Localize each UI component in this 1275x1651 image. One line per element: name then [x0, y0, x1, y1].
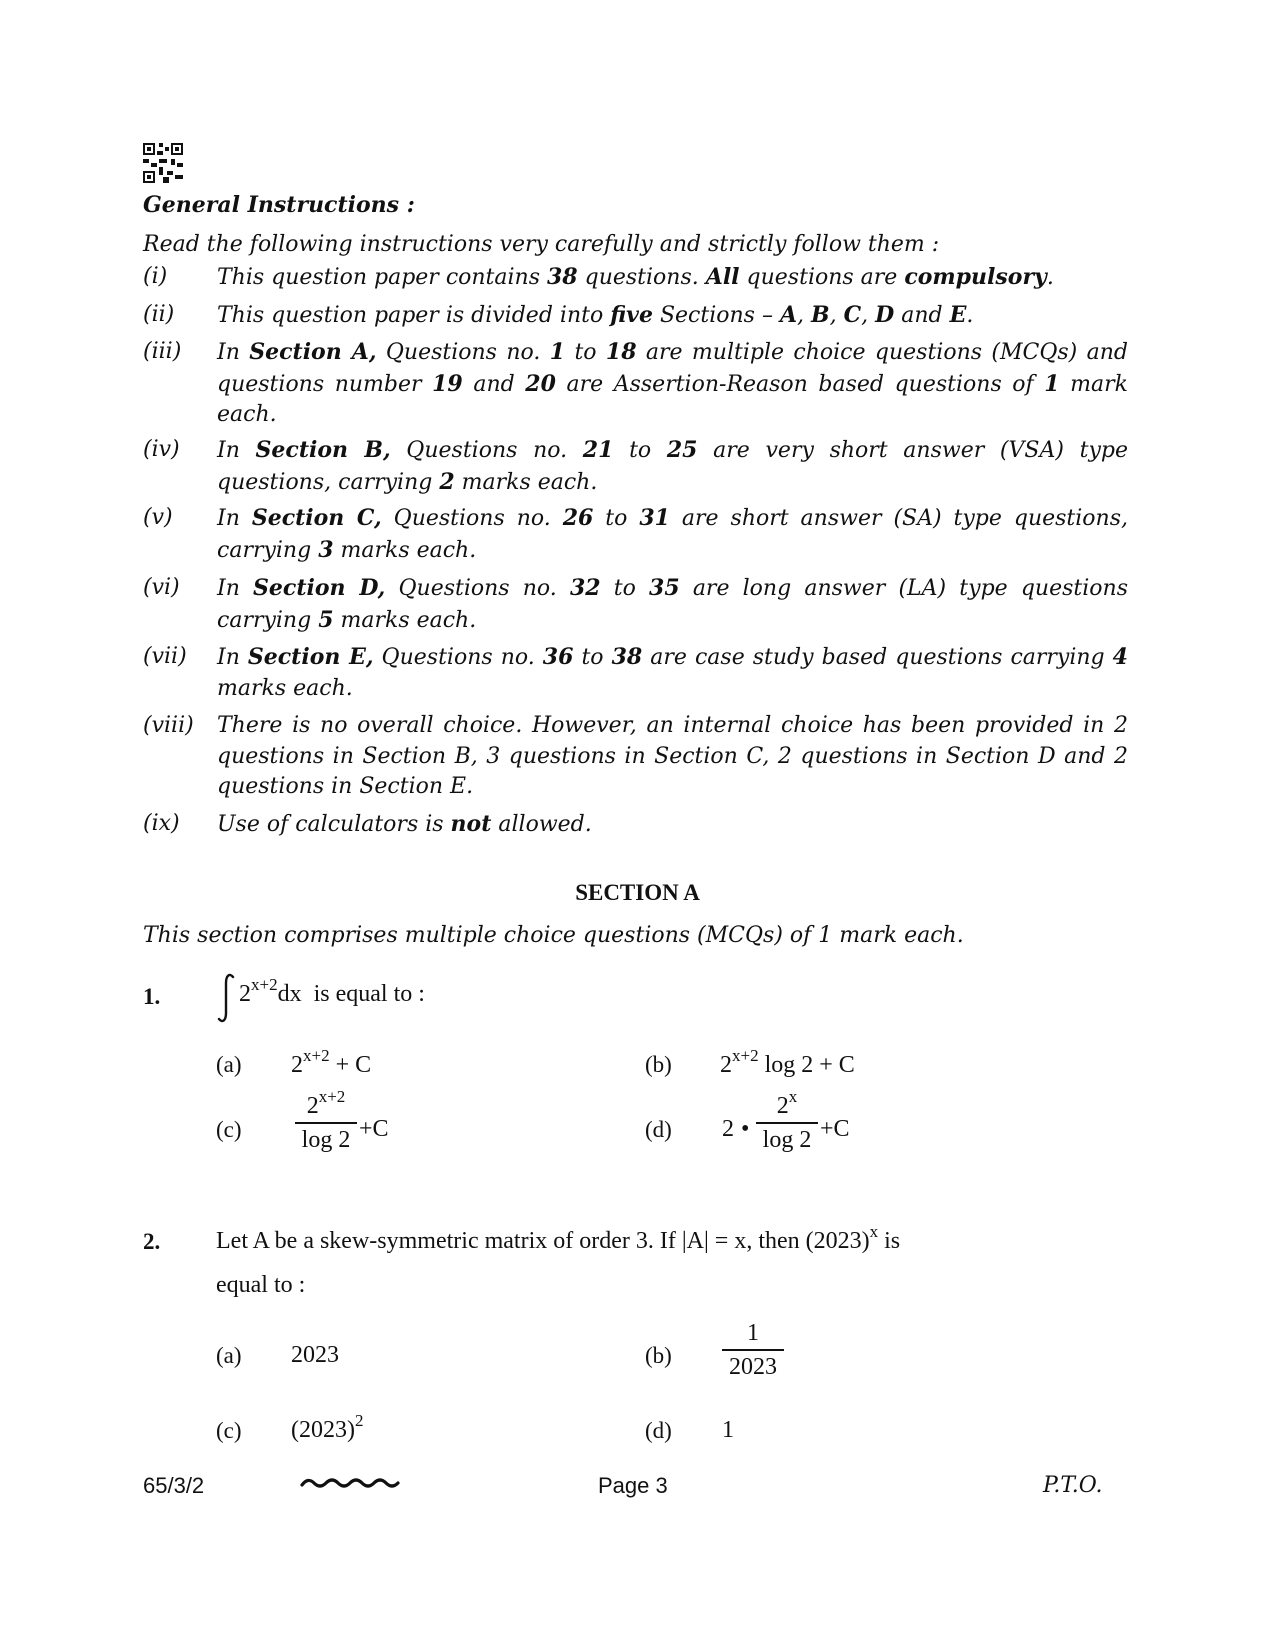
instruction-number: (iv) — [143, 437, 180, 462]
instruction-item: (ii) This question paper is divided into five Sections – A, B, C, D and E. — [143, 300, 1128, 332]
instruction-item: (iii) In Section A, Questions no. 1 to 18 are multiple choice questions (MCQs) and questions number 19 and 20 are Assertion-Reason based questions of 1 mark each. — [143, 339, 1128, 427]
qr-code-icon — [143, 143, 183, 183]
instruction-item: (iv) In Section B, Questions no. 21 to 25 are very short answer (VSA) type questions, carrying 2 marks each. — [143, 437, 1128, 495]
option-a-label: (a) — [216, 1343, 242, 1368]
option-c-text: $(2023)^2$ — [291, 1411, 364, 1443]
instruction-number: (vii) — [143, 644, 187, 669]
instruction-number: (viii) — [143, 713, 194, 738]
instruction-number: (i) — [143, 264, 168, 289]
instruction-number: (ix) — [143, 811, 180, 836]
option-c-label: (c) — [216, 1117, 242, 1142]
option-d-tail: +C — [820, 1116, 850, 1142]
question-number: 1. — [143, 984, 161, 1009]
question-1-expression: $2^{x+2}dx$ is equal to : — [239, 975, 425, 1007]
instruction-item: (vii) In Section E, Questions no. 36 to 38 are case study based questions carrying 4 marks each. — [143, 644, 1128, 701]
instructions-intro: Read the following instructions very carefully and strictly follow them : — [143, 232, 940, 257]
option-d-label: (d) — [645, 1117, 672, 1142]
wave-ornament-icon — [300, 1471, 400, 1495]
instructions-title: General Instructions : — [143, 192, 415, 218]
instruction-item: (vi) In Section D, Questions no. 32 to 35 are long answer (LA) type questions carrying 5 marks each. — [143, 575, 1128, 633]
option-d-label: (d) — [645, 1418, 672, 1443]
option-a-text: 2023 — [291, 1342, 339, 1368]
paper-code: 65/3/2 — [143, 1473, 205, 1498]
dot-operator-icon: • — [741, 1116, 750, 1142]
option-d-text: 1 — [722, 1417, 734, 1443]
option-d-fraction: 2$^x$ log 2 — [756, 1092, 818, 1154]
option-c-label: (c) — [216, 1418, 242, 1443]
integral-sign-icon — [217, 972, 237, 1024]
option-b-label: (b) — [645, 1343, 672, 1368]
pto-label: P.T.O. — [1043, 1473, 1103, 1498]
question-2-line-2: equal to : — [216, 1272, 306, 1298]
page-number: Page 3 — [598, 1473, 668, 1498]
option-b-label: (b) — [645, 1052, 672, 1077]
instruction-item: (i) This question paper contains 38 questions. All questions are compulsory. — [143, 262, 1128, 294]
question-number: 2. — [143, 1229, 161, 1254]
option-c-fraction: $2^{x+2}$ log 2 — [295, 1092, 357, 1154]
option-a-label: (a) — [216, 1052, 242, 1077]
instruction-item: (ix) Use of calculators is not allowed. — [143, 809, 1128, 841]
section-heading: SECTION A — [575, 880, 700, 905]
instruction-item: (viii) There is no overall choice. However, an internal choice has been provided in 2 questions in Section B, 3 questions in Section C, 2 questions in Section D and 2 questions in Section E. — [143, 713, 1128, 799]
option-b-text: $2^{x+2}$ log 2 + C — [720, 1046, 855, 1078]
option-d-coefficient: 2 — [722, 1116, 734, 1142]
option-c-tail: +C — [359, 1116, 389, 1142]
option-a-text: $2^{x+2} + C$ — [291, 1046, 372, 1078]
instruction-item: (v) In Section C, Questions no. 26 to 31 are short answer (SA) type questions, carrying 3 marks each. — [143, 505, 1129, 563]
instruction-number: (vi) — [143, 575, 180, 600]
instruction-number: (ii) — [143, 302, 175, 327]
section-description: This section comprises multiple choice questions (MCQs) of 1 mark each. — [143, 923, 964, 948]
question-2-line-1: Let A be a skew-symmetric matrix of order 3. If |A| = x, then $(2023)^x$ is — [216, 1222, 901, 1254]
option-b-fraction: 1 2023 — [722, 1319, 784, 1381]
instruction-number: (v) — [143, 505, 173, 530]
instruction-number: (iii) — [143, 339, 182, 364]
